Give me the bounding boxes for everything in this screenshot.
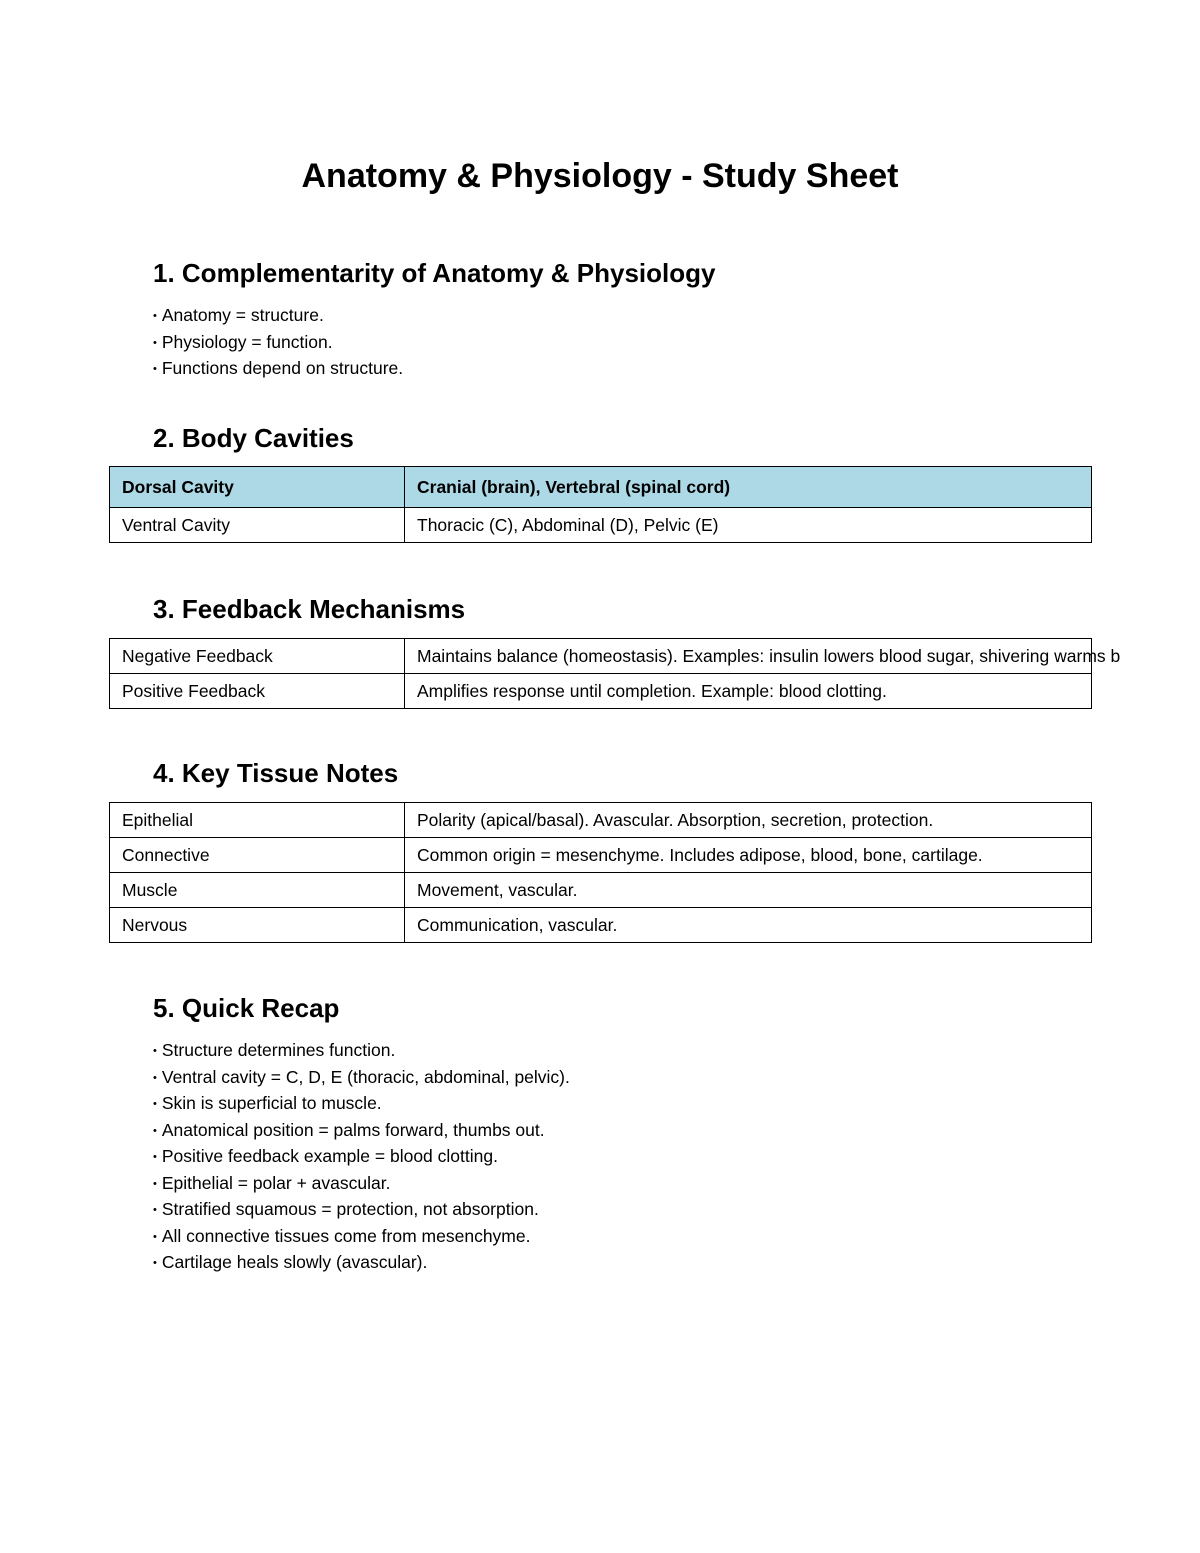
bullet-item: • Anatomical position = palms forward, thumbs out. — [153, 1119, 570, 1146]
table-cell-term: Epithelial — [110, 803, 405, 838]
bullet-item: • Functions depend on structure. — [153, 357, 403, 384]
section-heading-quick-recap: 5. Quick Recap — [153, 993, 340, 1023]
table-cell-desc: Amplifies response until completion. Example: blood clotting. — [405, 674, 1092, 709]
table-cell-term: Positive Feedback — [110, 674, 405, 709]
table-row — [110, 508, 1092, 543]
table-cell-desc: Polarity (apical/basal). Avascular. Absorption, secretion, protection. — [405, 803, 1092, 838]
bullet-item: • Anatomy = structure. — [153, 304, 403, 331]
page-title: Anatomy & Physiology - Study Sheet — [301, 157, 899, 195]
table-cell-term: Ventral Cavity — [110, 508, 405, 543]
bullet-item: • Ventral cavity = C, D, E (thoracic, abdominal, pelvic). — [153, 1066, 570, 1093]
table-cell-term: Muscle — [110, 873, 405, 908]
bullet-item: • Stratified squamous = protection, not absorption. — [153, 1198, 570, 1225]
table-header-row — [110, 467, 1092, 508]
table-row — [110, 838, 1092, 873]
bullet-item: • Positive feedback example = blood clotting. — [153, 1145, 570, 1172]
body-cavities-table — [109, 466, 1092, 543]
table-cell-desc: Movement, vascular. — [405, 873, 1092, 908]
bullet-item: • Structure determines function. — [153, 1039, 570, 1066]
section-heading-tissues: 4. Key Tissue Notes — [153, 758, 399, 788]
table-cell-desc: Cranial (brain), Vertebral (spinal cord) — [405, 467, 1092, 508]
bullet-item: • Cartilage heals slowly (avascular). — [153, 1251, 570, 1278]
tissue-notes-table — [109, 802, 1092, 943]
table-cell-desc: Communication, vascular. — [405, 908, 1092, 943]
bullet-item: • All connective tissues come from mesenchyme. — [153, 1225, 570, 1252]
section-heading-body-cavities: 2. Body Cavities — [153, 423, 354, 453]
table-cell-desc: Thoracic (C), Abdominal (D), Pelvic (E) — [405, 508, 1092, 543]
section-heading-complementarity: 1. Complementarity of Anatomy & Physiology — [153, 258, 716, 288]
table-row — [110, 908, 1092, 943]
table-row — [110, 674, 1092, 709]
table-cell-desc: Maintains balance (homeostasis). Examples: insulin lowers blood sugar, shivering warms b — [405, 639, 1092, 674]
table-cell-term: Dorsal Cavity — [110, 467, 405, 508]
recap-bullet-list — [153, 1039, 570, 1278]
bullet-item: • Skin is superficial to muscle. — [153, 1092, 570, 1119]
table-cell-term: Connective — [110, 838, 405, 873]
table-row — [110, 873, 1092, 908]
table-row — [110, 639, 1092, 674]
table-row — [110, 803, 1092, 838]
bullet-item: • Epithelial = polar + avascular. — [153, 1172, 570, 1199]
table-cell-desc: Common origin = mesenchyme. Includes adipose, blood, bone, cartilage. — [405, 838, 1092, 873]
complementarity-bullet-list — [153, 304, 403, 384]
section-heading-feedback: 3. Feedback Mechanisms — [153, 594, 466, 624]
bullet-item: • Physiology = function. — [153, 331, 403, 358]
feedback-table — [109, 638, 1121, 709]
table-cell-term: Nervous — [110, 908, 405, 943]
table-cell-term: Negative Feedback — [110, 639, 405, 674]
